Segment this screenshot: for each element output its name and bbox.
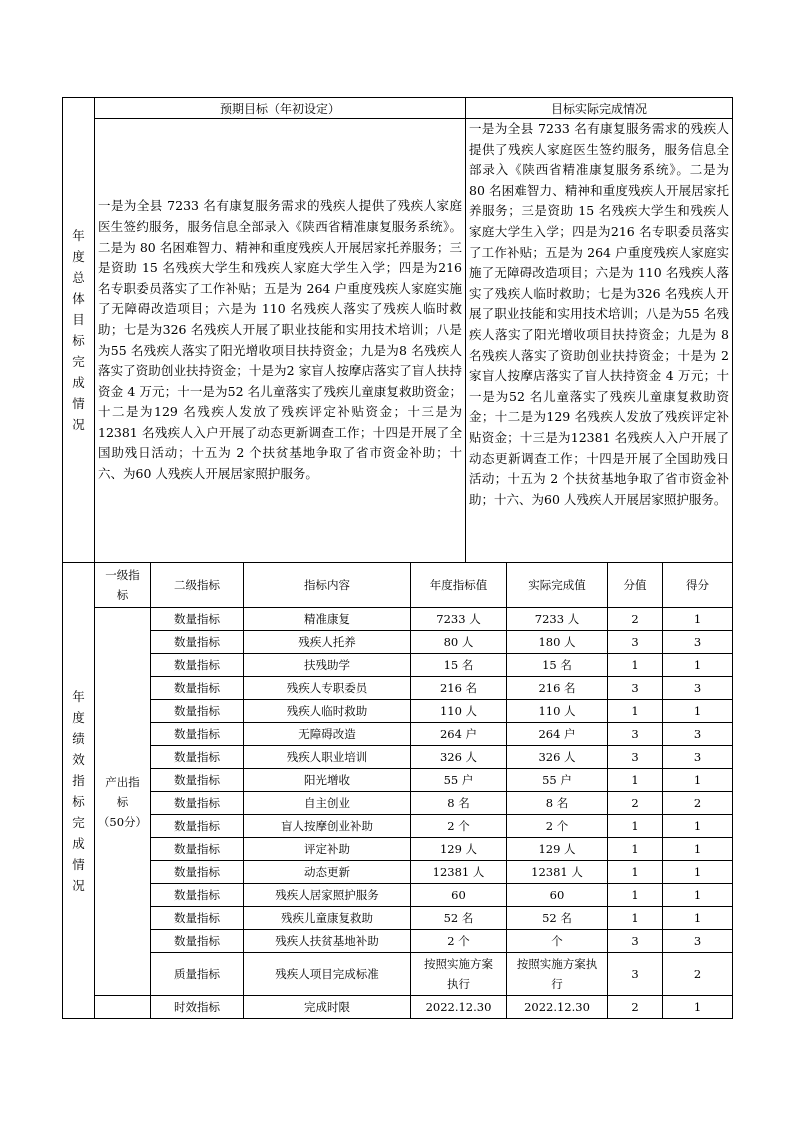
score-cell: 1 — [663, 608, 733, 631]
actual-cell: 180 人 — [507, 631, 608, 654]
level2-cell: 数量指标 — [151, 861, 244, 884]
actual-cell: 2022.12.30 — [507, 996, 608, 1019]
full-score-cell: 1 — [608, 884, 663, 907]
label-char: 目 — [72, 312, 85, 327]
full-score-cell: 1 — [608, 861, 663, 884]
target-cell: 8 名 — [411, 792, 507, 815]
label-char: 绩 — [72, 730, 85, 746]
target-cell: 264 户 — [411, 723, 507, 746]
score-cell: 3 — [663, 746, 733, 769]
actual-cell: 12381 人 — [507, 861, 608, 884]
full-score-cell: 1 — [608, 838, 663, 861]
label-char: 成 — [72, 835, 85, 851]
actual-cell — [507, 953, 608, 996]
full-score-cell: 1 — [608, 907, 663, 930]
content-cell: 残疾人居家照护服务 — [244, 884, 411, 907]
level2-cell: 数量指标 — [151, 930, 244, 953]
content-cell: 残疾人项目完成标准 — [244, 953, 411, 996]
level1-output-line: （50分） — [97, 814, 148, 829]
content-cell: 阳光增收 — [244, 769, 411, 792]
actual-cell: 个 — [507, 930, 608, 953]
target-cell-line: 执行 — [447, 977, 470, 991]
target-cell: 7233 人 — [411, 608, 507, 631]
content-cell: 残疾儿童康复救助 — [244, 907, 411, 930]
performance-left-label — [63, 563, 95, 1019]
level2-cell: 数量指标 — [151, 838, 244, 861]
table-row — [63, 654, 733, 677]
content-cell: 精准康复 — [244, 608, 411, 631]
target-cell: 110 人 — [411, 700, 507, 723]
table-row — [63, 953, 733, 996]
actual-text: 一是为全县 7233 名有康复服务需求的残疾人提供了残疾人家庭医生签约服务，服务信息全部录入《陕西省精准康复服务系统》。二是为 80 名困难智力、精神和重度残疾人开展居家托养服务；三是资助 15 名残疾大学生和残疾人家庭大学生入学；四是为216 名专职委员落实了工作补贴；五是为 264 户重度残疾人家庭实施了无障碍改造项目；六是为 110 名残疾人落实了残疾人临时救助；七是为326 名残疾人开展了职业技能和实用技术培训；八是为55 名残疾人落实了阳光增收项目扶持资金；九是为 8 名残疾人落实了资助创业扶持资金；十是为 2 家盲人按摩店落实了盲人扶持资金 4 万元；十一是为52 名儿童落实了残疾儿童康复救助资金；十二是为129 名残疾人发放了残疾评定补贴资金；十三是为12381 名残疾人入户开展了动态更新调查工作；十四是开展了全国助残日活动；十五为 2 个扶贫基地争取了省市资金补助；十六、为60 人残疾人开展居家照护服务。 — [466, 119, 733, 563]
actual-header: 目标实际完成情况 — [466, 98, 733, 119]
full-score-cell: 3 — [608, 631, 663, 654]
label-char: 效 — [72, 751, 85, 767]
score-cell: 1 — [663, 884, 733, 907]
score-cell: 3 — [663, 723, 733, 746]
content-cell: 盲人按摩创业补助 — [244, 815, 411, 838]
label-char: 年 — [72, 228, 85, 243]
actual-cell: 2 个 — [507, 815, 608, 838]
actual-cell: 216 名 — [507, 677, 608, 700]
level1-output-line: 产出指 — [105, 774, 140, 789]
content-cell: 残疾人职业培训 — [244, 746, 411, 769]
label-char: 完 — [72, 814, 85, 830]
header-row — [63, 563, 733, 608]
actual-cell: 55 户 — [507, 769, 608, 792]
full-score-cell: 3 — [608, 723, 663, 746]
actual-cell: 326 人 — [507, 746, 608, 769]
level2-cell: 质量指标 — [151, 953, 244, 996]
actual-header: 实际完成值 — [507, 563, 608, 608]
full-score-cell: 1 — [608, 654, 663, 677]
label-char: 总 — [72, 270, 85, 285]
level2-cell: 数量指标 — [151, 654, 244, 677]
target-cell — [411, 953, 507, 996]
full-score-cell: 2 — [608, 608, 663, 631]
target-cell: 2022.12.30 — [411, 996, 507, 1019]
score-cell: 1 — [663, 838, 733, 861]
full-score-cell: 3 — [608, 953, 663, 996]
label-char: 完 — [72, 354, 85, 369]
level1-output-cell — [95, 608, 151, 996]
target-cell: 2 个 — [411, 930, 507, 953]
table-row — [63, 769, 733, 792]
level2-cell: 时效指标 — [151, 996, 244, 1019]
level2-cell: 数量指标 — [151, 700, 244, 723]
level1-output-line: 标 — [116, 794, 129, 809]
label-char: 标 — [72, 333, 85, 348]
target-cell: 80 人 — [411, 631, 507, 654]
target-cell: 52 名 — [411, 907, 507, 930]
actual-cell: 129 人 — [507, 838, 608, 861]
full-score-cell: 3 — [608, 930, 663, 953]
summary-table — [62, 97, 733, 563]
full-score-cell: 3 — [608, 677, 663, 700]
label-char: 况 — [72, 877, 85, 893]
level2-cell: 数量指标 — [151, 769, 244, 792]
table-row — [63, 884, 733, 907]
full-score-cell: 1 — [608, 769, 663, 792]
content-cell: 残疾人专职委员 — [244, 677, 411, 700]
score-cell: 3 — [663, 631, 733, 654]
actual-cell: 110 人 — [507, 700, 608, 723]
label-char: 指 — [72, 772, 85, 788]
score-cell: 1 — [663, 996, 733, 1019]
label-char: 体 — [72, 291, 85, 306]
level2-cell: 数量指标 — [151, 746, 244, 769]
performance-table — [62, 562, 733, 1019]
actual-cell: 8 名 — [507, 792, 608, 815]
level2-cell: 数量指标 — [151, 631, 244, 654]
full-score-cell: 1 — [608, 700, 663, 723]
actual-cell: 7233 人 — [507, 608, 608, 631]
label-char: 年 — [72, 688, 85, 704]
table-row — [63, 996, 733, 1019]
level2-cell: 数量指标 — [151, 792, 244, 815]
table-row — [63, 631, 733, 654]
content-cell: 动态更新 — [244, 861, 411, 884]
level2-cell: 数量指标 — [151, 677, 244, 700]
target-cell: 2 个 — [411, 815, 507, 838]
full-score-cell: 3 — [608, 746, 663, 769]
table-row — [63, 677, 733, 700]
target-cell: 15 名 — [411, 654, 507, 677]
content-cell: 残疾人托养 — [244, 631, 411, 654]
label-char: 成 — [72, 375, 85, 390]
actual-cell-line: 按照实施方案执 — [516, 957, 598, 971]
target-cell: 129 人 — [411, 838, 507, 861]
content-header: 指标内容 — [244, 563, 411, 608]
table-row — [63, 907, 733, 930]
table-row — [63, 608, 733, 631]
level2-cell: 数量指标 — [151, 884, 244, 907]
target-cell-line: 按照实施方案 — [424, 957, 493, 971]
score-cell: 1 — [663, 654, 733, 677]
level2-cell: 数量指标 — [151, 907, 244, 930]
actual-cell: 264 户 — [507, 723, 608, 746]
table-row — [63, 861, 733, 884]
content-cell: 自主创业 — [244, 792, 411, 815]
score-header: 得分 — [663, 563, 733, 608]
label-char: 标 — [72, 793, 85, 809]
table-row — [63, 838, 733, 861]
score-cell: 2 — [663, 953, 733, 996]
content-cell: 完成时限 — [244, 996, 411, 1019]
target-cell: 326 人 — [411, 746, 507, 769]
label-char: 况 — [72, 417, 85, 432]
target-cell: 55 户 — [411, 769, 507, 792]
target-cell: 60 — [411, 884, 507, 907]
actual-cell-line: 行 — [551, 977, 563, 991]
full-score-header: 分值 — [608, 563, 663, 608]
table-row — [63, 930, 733, 953]
label-char: 度 — [72, 709, 85, 725]
content-cell: 残疾人扶贫基地补助 — [244, 930, 411, 953]
actual-cell: 60 — [507, 884, 608, 907]
full-score-cell: 2 — [608, 792, 663, 815]
level2-cell: 数量指标 — [151, 723, 244, 746]
level2-cell: 数量指标 — [151, 608, 244, 631]
target-cell: 216 名 — [411, 677, 507, 700]
plan-header: 预期目标（年初设定） — [95, 98, 466, 119]
target-header: 年度指标值 — [411, 563, 507, 608]
table-row — [63, 792, 733, 815]
summary-left-label — [63, 98, 95, 563]
label-char: 度 — [72, 249, 85, 264]
label-char: 情 — [72, 856, 85, 872]
score-cell: 1 — [663, 861, 733, 884]
actual-cell: 52 名 — [507, 907, 608, 930]
score-cell: 1 — [663, 907, 733, 930]
level2-header: 二级指标 — [151, 563, 244, 608]
score-cell: 1 — [663, 700, 733, 723]
actual-cell: 15 名 — [507, 654, 608, 677]
full-score-cell: 1 — [608, 815, 663, 838]
score-cell: 3 — [663, 677, 733, 700]
content-cell: 无障碍改造 — [244, 723, 411, 746]
table-row — [63, 723, 733, 746]
score-cell: 3 — [663, 930, 733, 953]
content-cell: 评定补助 — [244, 838, 411, 861]
level1-header: 一级指标 — [95, 563, 151, 608]
plan-text: 一是为全县 7233 名有康复服务需求的残疾人提供了残疾人家庭医生签约服务，服务信息全部录入《陕西省精准康复服务系统》。二是为 80 名困难智力、精神和重度残疾人开展居家托养服务；三是资助 15 名残疾大学生和残疾人家庭大学生入学；四是为216 名专职委员落实了工作补贴；五是为 264 户重度残疾人家庭实施了无障碍改造项目；六是为 110 名残疾人落实了残疾人临时救助；七是为326 名残疾人开展了职业技能和实用技术培训；八是为55 名残疾人落实了阳光增收项目扶持资金；九是为8 名残疾人落实了资助创业扶持资金；十是为2 家盲人按摩店落实了盲人扶持资金 4 万元；十一是为52 名儿童落实了残疾儿童康复救助资金；十二是为129 名残疾人发放了残疾评定补贴资金；十三是为12381 名残疾人入户开展了动态更新调查工作；十四是开展了全国助残日活动；十五为 2 个扶贫基地争取了省市资金补助；十六、为60 人残疾人开展居家照护服务。 — [95, 119, 466, 563]
table-row — [63, 746, 733, 769]
level2-cell: 数量指标 — [151, 815, 244, 838]
content-cell: 扶残助学 — [244, 654, 411, 677]
table-row — [63, 815, 733, 838]
full-score-cell: 2 — [608, 996, 663, 1019]
table-row — [63, 700, 733, 723]
score-cell: 1 — [663, 815, 733, 838]
score-cell: 2 — [663, 792, 733, 815]
label-char: 情 — [72, 396, 85, 411]
level1-empty-cell — [95, 996, 151, 1019]
score-cell: 1 — [663, 769, 733, 792]
target-cell: 12381 人 — [411, 861, 507, 884]
content-cell: 残疾人临时救助 — [244, 700, 411, 723]
